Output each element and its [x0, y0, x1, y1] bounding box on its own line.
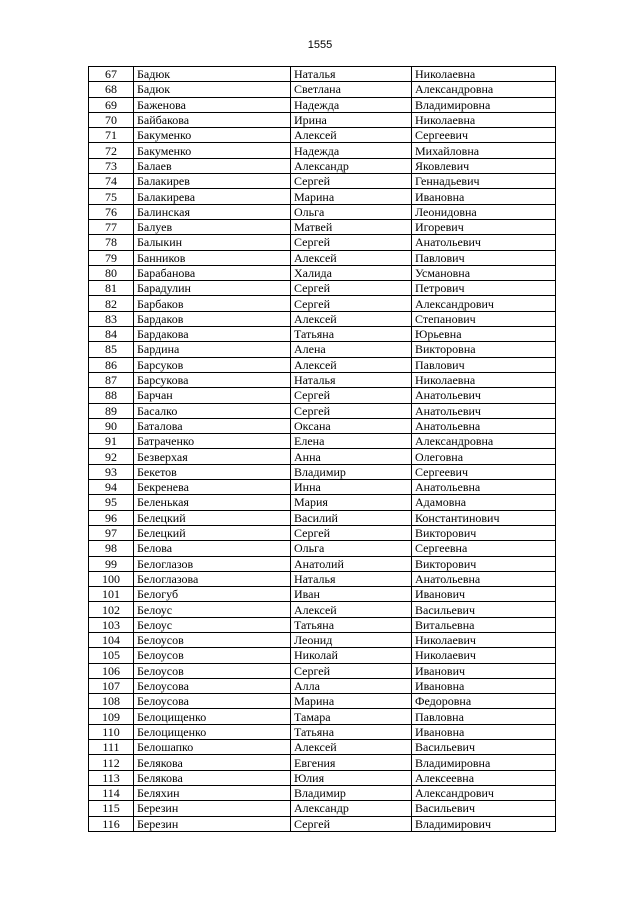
patronymic: Анатольевна: [412, 480, 556, 495]
table-row: [89, 770, 556, 785]
last-name: Балакирева: [134, 189, 291, 204]
table-row: [89, 587, 556, 602]
patronymic: Адамовна: [412, 495, 556, 510]
table-row: [89, 311, 556, 326]
row-number: 98: [89, 541, 134, 556]
table-row: [89, 617, 556, 632]
row-number: 81: [89, 281, 134, 296]
last-name: Белоусова: [134, 678, 291, 693]
patronymic: Николаевич: [412, 648, 556, 663]
table-row: [89, 219, 556, 234]
table-row: [89, 556, 556, 571]
last-name: Безверхая: [134, 449, 291, 464]
last-name: Баталова: [134, 418, 291, 433]
row-number: 101: [89, 587, 134, 602]
table-row: [89, 632, 556, 647]
first-name: Анна: [291, 449, 412, 464]
patronymic: Владимировна: [412, 97, 556, 112]
last-name: Бекетов: [134, 464, 291, 479]
last-name: Бардина: [134, 342, 291, 357]
table-row: [89, 434, 556, 449]
row-number: 115: [89, 801, 134, 816]
first-name: Сергей: [291, 174, 412, 189]
last-name: Бакуменко: [134, 143, 291, 158]
last-name: Бардакова: [134, 327, 291, 342]
first-name: Алексей: [291, 357, 412, 372]
patronymic: Степанович: [412, 311, 556, 326]
row-number: 80: [89, 265, 134, 280]
last-name: Беленькая: [134, 495, 291, 510]
first-name: Сергей: [291, 235, 412, 250]
first-name: Алексей: [291, 250, 412, 265]
table-row: [89, 755, 556, 770]
patronymic: Павловна: [412, 709, 556, 724]
last-name: Балинская: [134, 204, 291, 219]
first-name: Сергей: [291, 388, 412, 403]
first-name: Татьяна: [291, 724, 412, 739]
first-name: Алла: [291, 678, 412, 693]
row-number: 71: [89, 128, 134, 143]
patronymic: Николаевна: [412, 112, 556, 127]
patronymic: Михайловна: [412, 143, 556, 158]
first-name: Татьяна: [291, 327, 412, 342]
table-row: [89, 785, 556, 800]
last-name: Байбакова: [134, 112, 291, 127]
patronymic: Александровна: [412, 434, 556, 449]
table-row: [89, 143, 556, 158]
row-number: 108: [89, 694, 134, 709]
patronymic: Сергеевич: [412, 464, 556, 479]
first-name: Наталья: [291, 571, 412, 586]
table-row: [89, 510, 556, 525]
row-number: 87: [89, 372, 134, 387]
row-number: 104: [89, 632, 134, 647]
row-number: 70: [89, 112, 134, 127]
last-name: Белякова: [134, 755, 291, 770]
first-name: Матвей: [291, 219, 412, 234]
first-name: Владимир: [291, 785, 412, 800]
last-name: Белоцищенко: [134, 724, 291, 739]
table-row: [89, 525, 556, 540]
row-number: 109: [89, 709, 134, 724]
row-number: 113: [89, 770, 134, 785]
first-name: Василий: [291, 510, 412, 525]
last-name: Балуев: [134, 219, 291, 234]
patronymic: Павлович: [412, 357, 556, 372]
last-name: Белоцищенко: [134, 709, 291, 724]
first-name: Александр: [291, 158, 412, 173]
patronymic: Викторовна: [412, 342, 556, 357]
table-row: [89, 678, 556, 693]
patronymic: Анатольевна: [412, 418, 556, 433]
row-number: 99: [89, 556, 134, 571]
first-name: Алексей: [291, 128, 412, 143]
row-number: 93: [89, 464, 134, 479]
row-number: 73: [89, 158, 134, 173]
first-name: Сергей: [291, 663, 412, 678]
patronymic: Викторович: [412, 525, 556, 540]
row-number: 114: [89, 785, 134, 800]
table-row: [89, 602, 556, 617]
table-row: [89, 816, 556, 831]
table-row: [89, 372, 556, 387]
last-name: Бакуменко: [134, 128, 291, 143]
row-number: 103: [89, 617, 134, 632]
last-name: Березин: [134, 816, 291, 831]
first-name: Елена: [291, 434, 412, 449]
patronymic: Ивановна: [412, 678, 556, 693]
table-row: [89, 495, 556, 510]
table-row: [89, 571, 556, 586]
table-row: [89, 663, 556, 678]
patronymic: Николаевна: [412, 67, 556, 82]
first-name: Сергей: [291, 296, 412, 311]
first-name: Александр: [291, 801, 412, 816]
first-name: Наталья: [291, 67, 412, 82]
last-name: Белоусов: [134, 648, 291, 663]
patronymic: Васильевич: [412, 740, 556, 755]
table-row: [89, 67, 556, 82]
patronymic: Александровна: [412, 82, 556, 97]
table-row: [89, 342, 556, 357]
first-name: Инна: [291, 480, 412, 495]
first-name: Халида: [291, 265, 412, 280]
row-number: 90: [89, 418, 134, 433]
table-row: [89, 694, 556, 709]
last-name: Белоус: [134, 617, 291, 632]
row-number: 92: [89, 449, 134, 464]
last-name: Белова: [134, 541, 291, 556]
first-name: Наталья: [291, 372, 412, 387]
last-name: Беляхин: [134, 785, 291, 800]
patronymic: Юрьевна: [412, 327, 556, 342]
last-name: Барсукова: [134, 372, 291, 387]
patronymic: Анатольевич: [412, 388, 556, 403]
first-name: Татьяна: [291, 617, 412, 632]
patronymic: Васильевич: [412, 801, 556, 816]
first-name: Леонид: [291, 632, 412, 647]
table-row: [89, 250, 556, 265]
row-number: 86: [89, 357, 134, 372]
table-row: [89, 418, 556, 433]
row-number: 75: [89, 189, 134, 204]
roster-body: [89, 67, 556, 832]
last-name: Белоглазов: [134, 556, 291, 571]
row-number: 106: [89, 663, 134, 678]
table-row: [89, 174, 556, 189]
row-number: 67: [89, 67, 134, 82]
patronymic: Николаевна: [412, 372, 556, 387]
row-number: 116: [89, 816, 134, 831]
first-name: Иван: [291, 587, 412, 602]
last-name: Барадулин: [134, 281, 291, 296]
table-row: [89, 97, 556, 112]
last-name: Барчан: [134, 388, 291, 403]
first-name: Анатолий: [291, 556, 412, 571]
table-row: [89, 648, 556, 663]
patronymic: Петрович: [412, 281, 556, 296]
last-name: Бардаков: [134, 311, 291, 326]
last-name: Белогуб: [134, 587, 291, 602]
patronymic: Васильевич: [412, 602, 556, 617]
first-name: Надежда: [291, 143, 412, 158]
table-row: [89, 82, 556, 97]
last-name: Белоусова: [134, 694, 291, 709]
patronymic: Алексеевна: [412, 770, 556, 785]
table-row: [89, 801, 556, 816]
last-name: Балаев: [134, 158, 291, 173]
row-number: 110: [89, 724, 134, 739]
row-number: 72: [89, 143, 134, 158]
patronymic: Павлович: [412, 250, 556, 265]
table-row: [89, 112, 556, 127]
row-number: 88: [89, 388, 134, 403]
first-name: Николай: [291, 648, 412, 663]
table-row: [89, 128, 556, 143]
patronymic: Яковлевич: [412, 158, 556, 173]
page-number: 1555: [307, 39, 333, 51]
last-name: Белякова: [134, 770, 291, 785]
last-name: Белошапко: [134, 740, 291, 755]
table-row: [89, 357, 556, 372]
first-name: Сергей: [291, 525, 412, 540]
first-name: Алена: [291, 342, 412, 357]
last-name: Белоусов: [134, 663, 291, 678]
patronymic: Усмановна: [412, 265, 556, 280]
first-name: Марина: [291, 189, 412, 204]
first-name: Сергей: [291, 816, 412, 831]
row-number: 68: [89, 82, 134, 97]
patronymic: Владимировна: [412, 755, 556, 770]
row-number: 112: [89, 755, 134, 770]
row-number: 69: [89, 97, 134, 112]
patronymic: Александрович: [412, 296, 556, 311]
row-number: 89: [89, 403, 134, 418]
first-name: Сергей: [291, 281, 412, 296]
patronymic: Иванович: [412, 587, 556, 602]
patronymic: Николаевич: [412, 632, 556, 647]
last-name: Баженова: [134, 97, 291, 112]
row-number: 105: [89, 648, 134, 663]
row-number: 100: [89, 571, 134, 586]
first-name: Марина: [291, 694, 412, 709]
table-row: [89, 709, 556, 724]
first-name: Оксана: [291, 418, 412, 433]
table-row: [89, 449, 556, 464]
table-row: [89, 296, 556, 311]
table-row: [89, 541, 556, 556]
last-name: Белоус: [134, 602, 291, 617]
table-row: [89, 327, 556, 342]
last-name: Бадюк: [134, 67, 291, 82]
row-number: 83: [89, 311, 134, 326]
patronymic: Федоровна: [412, 694, 556, 709]
first-name: Алексей: [291, 602, 412, 617]
first-name: Мария: [291, 495, 412, 510]
patronymic: Анатольевич: [412, 403, 556, 418]
first-name: Алексей: [291, 740, 412, 755]
table-row: [89, 265, 556, 280]
last-name: Балыкин: [134, 235, 291, 250]
patronymic: Анатольевич: [412, 235, 556, 250]
table-row: [89, 464, 556, 479]
row-number: 96: [89, 510, 134, 525]
row-number: 77: [89, 219, 134, 234]
last-name: Белецкий: [134, 525, 291, 540]
table-row: [89, 281, 556, 296]
table-row: [89, 388, 556, 403]
last-name: Батраченко: [134, 434, 291, 449]
row-number: 91: [89, 434, 134, 449]
last-name: Басалко: [134, 403, 291, 418]
table-row: [89, 189, 556, 204]
patronymic: Ивановна: [412, 724, 556, 739]
roster-table: [88, 66, 556, 832]
row-number: 95: [89, 495, 134, 510]
patronymic: Анатольевна: [412, 571, 556, 586]
first-name: Ольга: [291, 204, 412, 219]
last-name: Банников: [134, 250, 291, 265]
row-number: 97: [89, 525, 134, 540]
table-row: [89, 158, 556, 173]
patronymic: Леонидовна: [412, 204, 556, 219]
table-row: [89, 740, 556, 755]
last-name: Балакирев: [134, 174, 291, 189]
row-number: 111: [89, 740, 134, 755]
table-row: [89, 235, 556, 250]
last-name: Березин: [134, 801, 291, 816]
patronymic: Витальевна: [412, 617, 556, 632]
first-name: Светлана: [291, 82, 412, 97]
row-number: 74: [89, 174, 134, 189]
row-number: 94: [89, 480, 134, 495]
first-name: Владимир: [291, 464, 412, 479]
patronymic: Александрович: [412, 785, 556, 800]
last-name: Барсуков: [134, 357, 291, 372]
first-name: Ирина: [291, 112, 412, 127]
patronymic: Олеговна: [412, 449, 556, 464]
patronymic: Сергеевич: [412, 128, 556, 143]
last-name: Белецкий: [134, 510, 291, 525]
last-name: Белоусов: [134, 632, 291, 647]
patronymic: Геннадьевич: [412, 174, 556, 189]
patronymic: Викторович: [412, 556, 556, 571]
last-name: Барбаков: [134, 296, 291, 311]
patronymic: Сергеевна: [412, 541, 556, 556]
row-number: 78: [89, 235, 134, 250]
row-number: 82: [89, 296, 134, 311]
last-name: Бекренева: [134, 480, 291, 495]
table-row: [89, 724, 556, 739]
first-name: Евгения: [291, 755, 412, 770]
first-name: Алексей: [291, 311, 412, 326]
row-number: 107: [89, 678, 134, 693]
table-row: [89, 403, 556, 418]
first-name: Ольга: [291, 541, 412, 556]
table-row: [89, 204, 556, 219]
last-name: Бадюк: [134, 82, 291, 97]
row-number: 84: [89, 327, 134, 342]
patronymic: Владимирович: [412, 816, 556, 831]
last-name: Барабанова: [134, 265, 291, 280]
table-row: [89, 480, 556, 495]
first-name: Юлия: [291, 770, 412, 785]
last-name: Белоглазова: [134, 571, 291, 586]
patronymic: Иванович: [412, 663, 556, 678]
row-number: 79: [89, 250, 134, 265]
first-name: Тамара: [291, 709, 412, 724]
patronymic: Константинович: [412, 510, 556, 525]
row-number: 102: [89, 602, 134, 617]
first-name: Сергей: [291, 403, 412, 418]
row-number: 85: [89, 342, 134, 357]
patronymic: Ивановна: [412, 189, 556, 204]
first-name: Надежда: [291, 97, 412, 112]
row-number: 76: [89, 204, 134, 219]
patronymic: Игоревич: [412, 219, 556, 234]
